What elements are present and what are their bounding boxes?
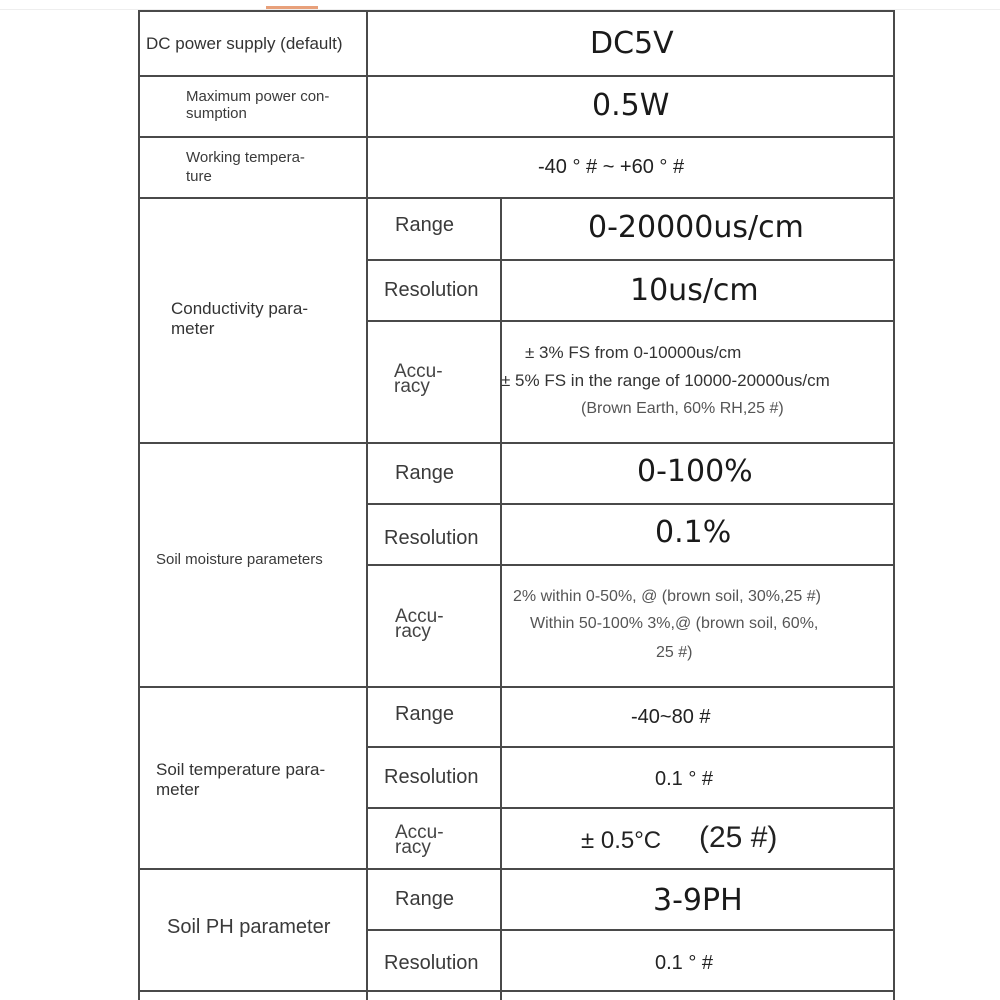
row-divider (366, 564, 895, 566)
conductivity-accuracy-note: (Brown Earth, 60% RH,25 #) (581, 400, 784, 417)
conductivity-label-line2: meter (171, 319, 215, 338)
soil-temp-label-line1: Soil temperature para- (156, 760, 326, 779)
max-power-label-line1: Maximum power con- (186, 88, 330, 105)
soil-temp-accuracy-value: ± 0.5°C (581, 827, 662, 854)
max-power-label-line2: sumption (186, 105, 247, 122)
ph-label: Soil PH parameter (167, 916, 331, 938)
ph-range-label: Range (395, 888, 454, 910)
working-temp-label-line1: Working tempera- (186, 149, 305, 166)
soil-temp-range-value: -40~80 # (631, 706, 711, 728)
row-divider (366, 259, 895, 261)
moisture-range-value: 0-100% (637, 454, 753, 489)
moisture-range-label: Range (395, 462, 454, 484)
power-label: DC power supply (default) (146, 34, 343, 53)
conductivity-range-value: 0-20000us/cm (588, 210, 804, 245)
row-divider (138, 686, 895, 688)
soil-temp-resolution-label: Resolution (384, 766, 479, 788)
soil-temp-accuracy-label-line2: racy (395, 837, 431, 858)
table-border-right (893, 10, 895, 1000)
soil-temp-range-label: Range (395, 703, 454, 725)
row-divider (138, 136, 895, 138)
conductivity-accuracy-label-line1: Accu- (394, 361, 443, 382)
ph-resolution-value: 0.1 ° # (655, 952, 714, 974)
conductivity-range-label: Range (395, 214, 454, 236)
moisture-accuracy-line3: 25 #) (656, 644, 693, 661)
moisture-accuracy-line1: 2% within 0-50%, @ (brown soil, 30%,25 #) (513, 588, 821, 605)
moisture-resolution-value: 0.1% (655, 515, 732, 550)
power-value: DC5V (590, 26, 674, 61)
moisture-accuracy-line2: Within 50-100% 3%,@ (brown soil, 60%, (530, 615, 819, 632)
conductivity-label-line1: Conductivity para- (171, 299, 309, 318)
column-divider (500, 197, 502, 1000)
moisture-label: Soil moisture parameters (156, 551, 323, 568)
row-divider (138, 442, 895, 444)
ph-range-value: 3-9PH (653, 883, 743, 918)
row-divider (366, 503, 895, 505)
soil-temp-accuracy-note: (25 #) (699, 821, 778, 854)
row-divider (366, 320, 895, 322)
conductivity-resolution-value: 10us/cm (630, 273, 759, 308)
ph-resolution-label: Resolution (384, 952, 479, 974)
conductivity-accuracy-line2: ± 5% FS in the range of 10000-20000us/cm (501, 371, 830, 390)
conductivity-accuracy-label-line2: racy (394, 376, 430, 397)
row-divider (366, 746, 895, 748)
row-divider (366, 807, 895, 809)
working-temp-value: -40 ° # ~ +60 ° # (538, 156, 685, 178)
max-power-value: 0.5W (592, 88, 670, 123)
row-divider (366, 929, 895, 931)
soil-temp-resolution-value: 0.1 ° # (655, 768, 714, 790)
moisture-accuracy-label-line2: racy (395, 621, 431, 642)
conductivity-resolution-label: Resolution (384, 279, 479, 301)
soil-temp-accuracy-label-line1: Accu- (395, 822, 444, 843)
moisture-accuracy-label-line1: Accu- (395, 606, 444, 627)
row-divider (138, 197, 895, 199)
row-divider (138, 75, 895, 77)
working-temp-label-line2: ture (186, 168, 212, 185)
table-border-top (138, 10, 895, 12)
row-divider (138, 868, 895, 870)
table-border-bottom (138, 990, 895, 992)
conductivity-accuracy-line1: ± 3% FS from 0-10000us/cm (525, 343, 742, 362)
soil-temp-label-line2: meter (156, 780, 200, 799)
table-border-left (138, 10, 140, 1000)
column-divider (366, 10, 368, 1000)
moisture-resolution-label: Resolution (384, 527, 479, 549)
